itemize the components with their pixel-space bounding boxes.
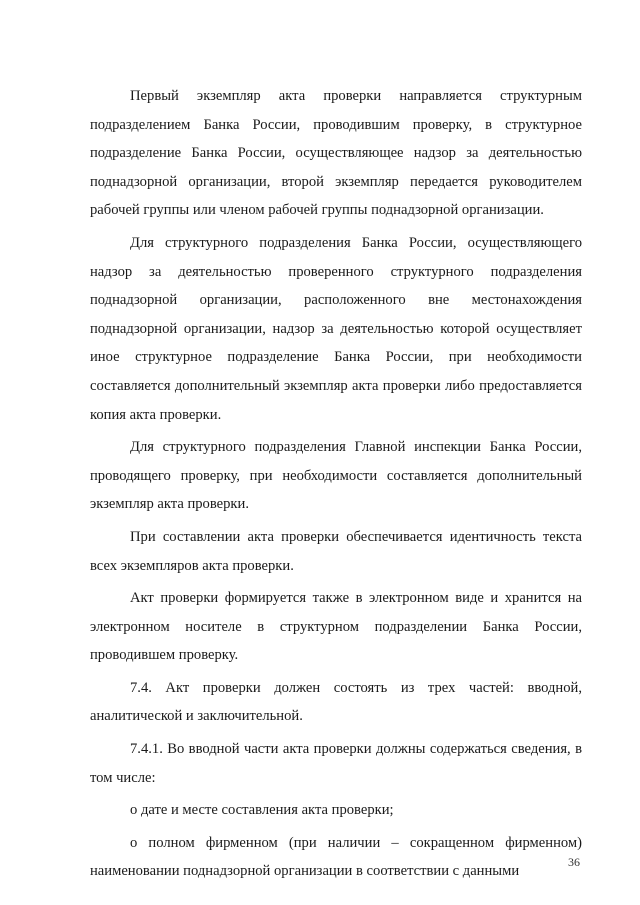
- paragraph-additional-copy: Для структурного подразделения Банка России, осуществляющего надзор за деятельностью проверенного структурного подразделения поднадзорной организации, расположенного вне местонахождения поднадзорной организации, надзор за деятельностью которой осуществляет иное структурное подразделение Банка России, при необходимости составляется дополнительный экземпляр акта проверки либо предоставляется копия акта проверки.: [90, 234, 582, 423]
- paragraph-copy-distribution: Первый экземпляр акта проверки направляется структурным подразделением Банка России, проводившим проверку, в структурное подразделение Банка России, осуществляющее надзор за деятельностью поднадзорной организации, второй экземпляр передается руководителем рабочей группы или членом рабочей группы поднадзорной организации.: [90, 88, 582, 219]
- paragraph-section-7-4: 7.4. Акт проверки должен состоять из трех частей: вводной, аналитической и заключительной.: [90, 679, 582, 725]
- paragraph-date-place: о дате и месте составления акта проверки;: [130, 802, 394, 819]
- document-body: [90, 82, 582, 890]
- page-number: 36: [568, 855, 580, 869]
- paragraph-main-inspection: Для структурного подразделения Главной инспекции Банка России, проводящего проверку, при необходимости составляется дополнительный экземпляр акта проверки.: [90, 439, 582, 513]
- paragraph-electronic: Акт проверки формируется также в электронном виде и хранится на электронном носителе в структурном подразделении Банка России, проводившем проверку.: [90, 590, 582, 664]
- paragraph-company-name: о полном фирменном (при наличии – сокращенном фирменном) наименовании поднадзорной организации в соответствии с данными: [90, 834, 582, 880]
- paragraph-identity: При составлении акта проверки обеспечивается идентичность текста всех экземпляров акта проверки.: [90, 528, 582, 574]
- paragraph-section-7-4-1: 7.4.1. Во вводной части акта проверки должны содержаться сведения, в том числе:: [90, 741, 582, 786]
